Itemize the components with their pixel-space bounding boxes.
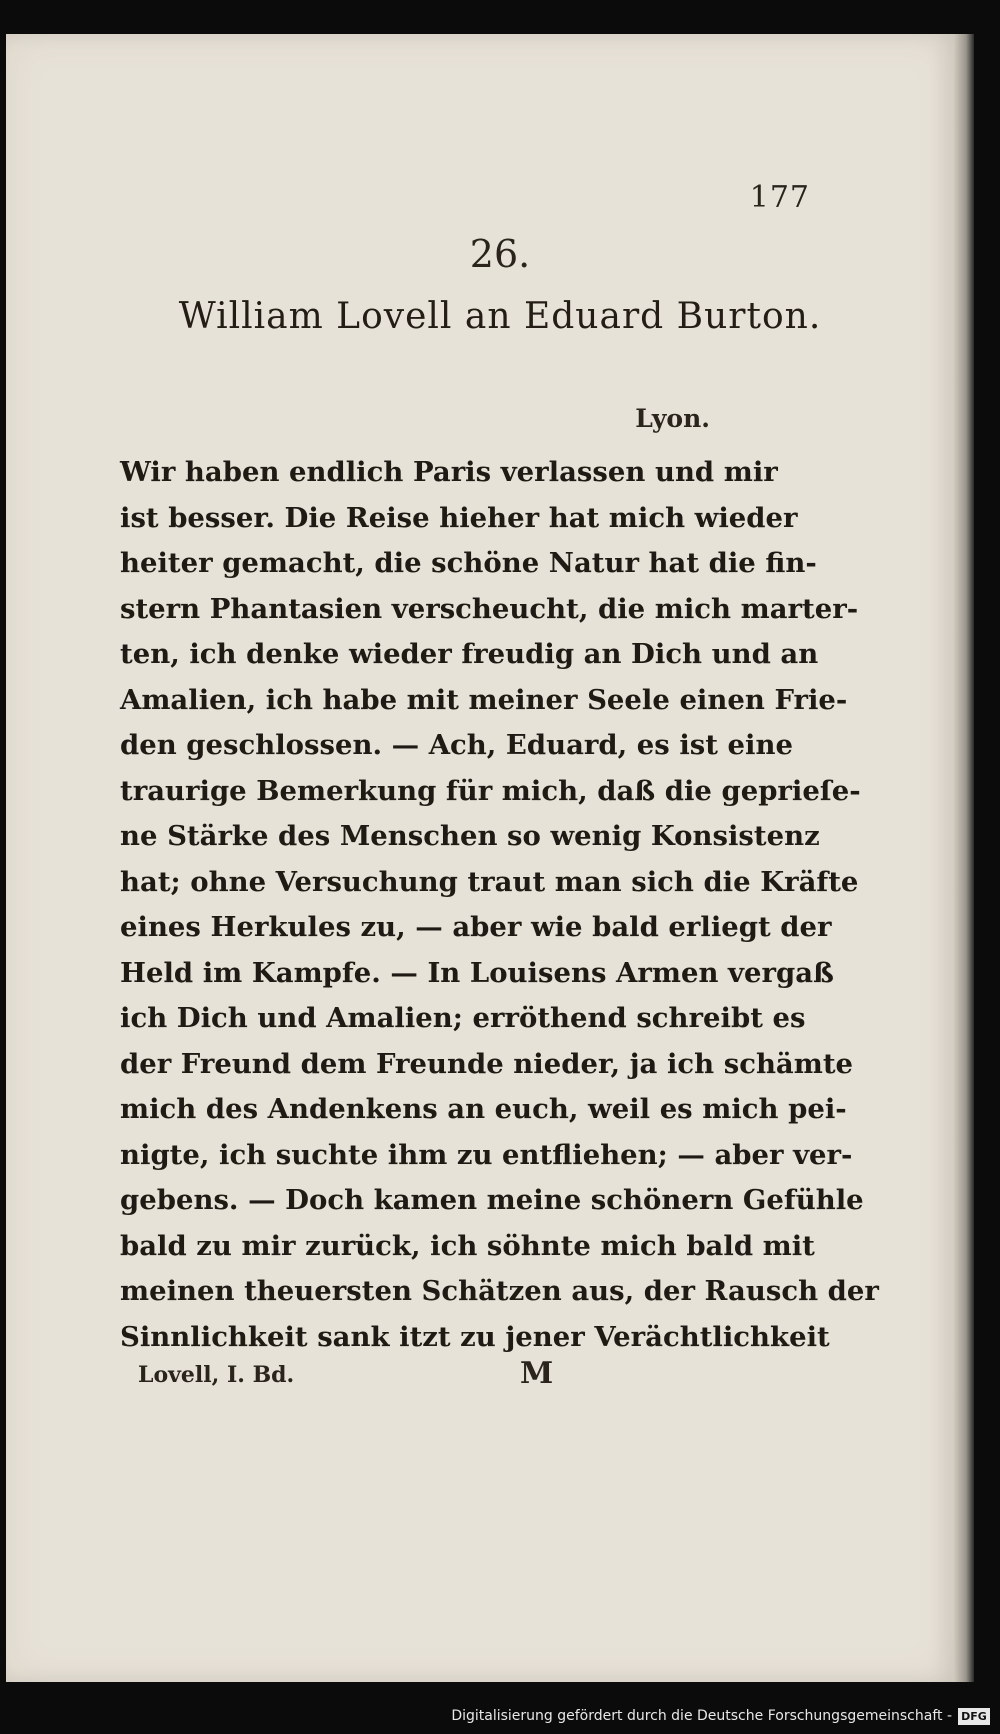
page-number: 177 <box>749 180 810 215</box>
text-line: gebens. — Doch kamen meine schönern Gefühle <box>120 1184 864 1216</box>
text-line: eines Herkules zu, — aber wie bald erliegt der <box>120 911 832 943</box>
digitization-credit: Digitalisierung gefördert durch die Deutsche Forschungsgemeinschaft - <box>451 1708 952 1724</box>
letter-place: Lyon. <box>635 404 710 433</box>
text-line: ne Stärke des Menschen so wenig Konsistenz <box>120 820 820 852</box>
text-line: ten, ich denke wieder freudig an Dich und an <box>120 638 819 670</box>
page-edge <box>954 34 974 1682</box>
text-line: heiter gemacht, die schöne Natur hat die fin- <box>120 547 817 579</box>
text-line: ist besser. Die Reise hieher hat mich wieder <box>120 501 798 534</box>
text-line: ich Dich und Amalien; erröthend schreibt es <box>120 1002 806 1034</box>
text-line: Amalien, ich habe mit meiner Seele einen Frie- <box>120 683 848 716</box>
text-line: nigte, ich suchte ihm zu entfliehen; — aber ver- <box>120 1138 853 1171</box>
text-line: hat; ohne Versuchung traut man sich die Kräfte <box>120 865 859 898</box>
letter-number: 26. <box>469 232 531 276</box>
letter-heading: William Lovell an Eduard Burton. <box>178 296 822 337</box>
text-line: Held im Kampfe. — In Louisens Armen vergaß <box>120 956 834 989</box>
text-line: mich des Andenkens an euch, weil es mich pei- <box>120 1093 847 1125</box>
text-line: Wir haben endlich Paris verlassen und mir <box>120 456 778 488</box>
text-line: Sinnlichkeit sank itzt zu jener Verächtlichkeit <box>120 1320 830 1353</box>
text-line: bald zu mir zurück, ich söhnte mich bald mit <box>120 1229 815 1262</box>
signature-mark: Lovell, I. Bd. <box>138 1362 295 1388</box>
dfg-logo-icon: DFG <box>958 1708 990 1725</box>
text-line: traurige Bemerkung für mich, daß die geprieſe- <box>120 774 861 807</box>
text-line: der Freund dem Freunde nieder, ja ich schämte <box>120 1047 854 1080</box>
text-line: den geschlossen. — Ach, Eduard, es ist eine <box>120 729 793 761</box>
letter-body <box>120 450 879 1360</box>
text-line: stern Phantasien verscheucht, die mich marter- <box>120 592 859 625</box>
gathering-mark: M <box>520 1356 554 1391</box>
text-line: meinen theuersten Schätzen aus, der Rausch der <box>120 1275 879 1307</box>
credit-bar <box>0 1686 1000 1734</box>
